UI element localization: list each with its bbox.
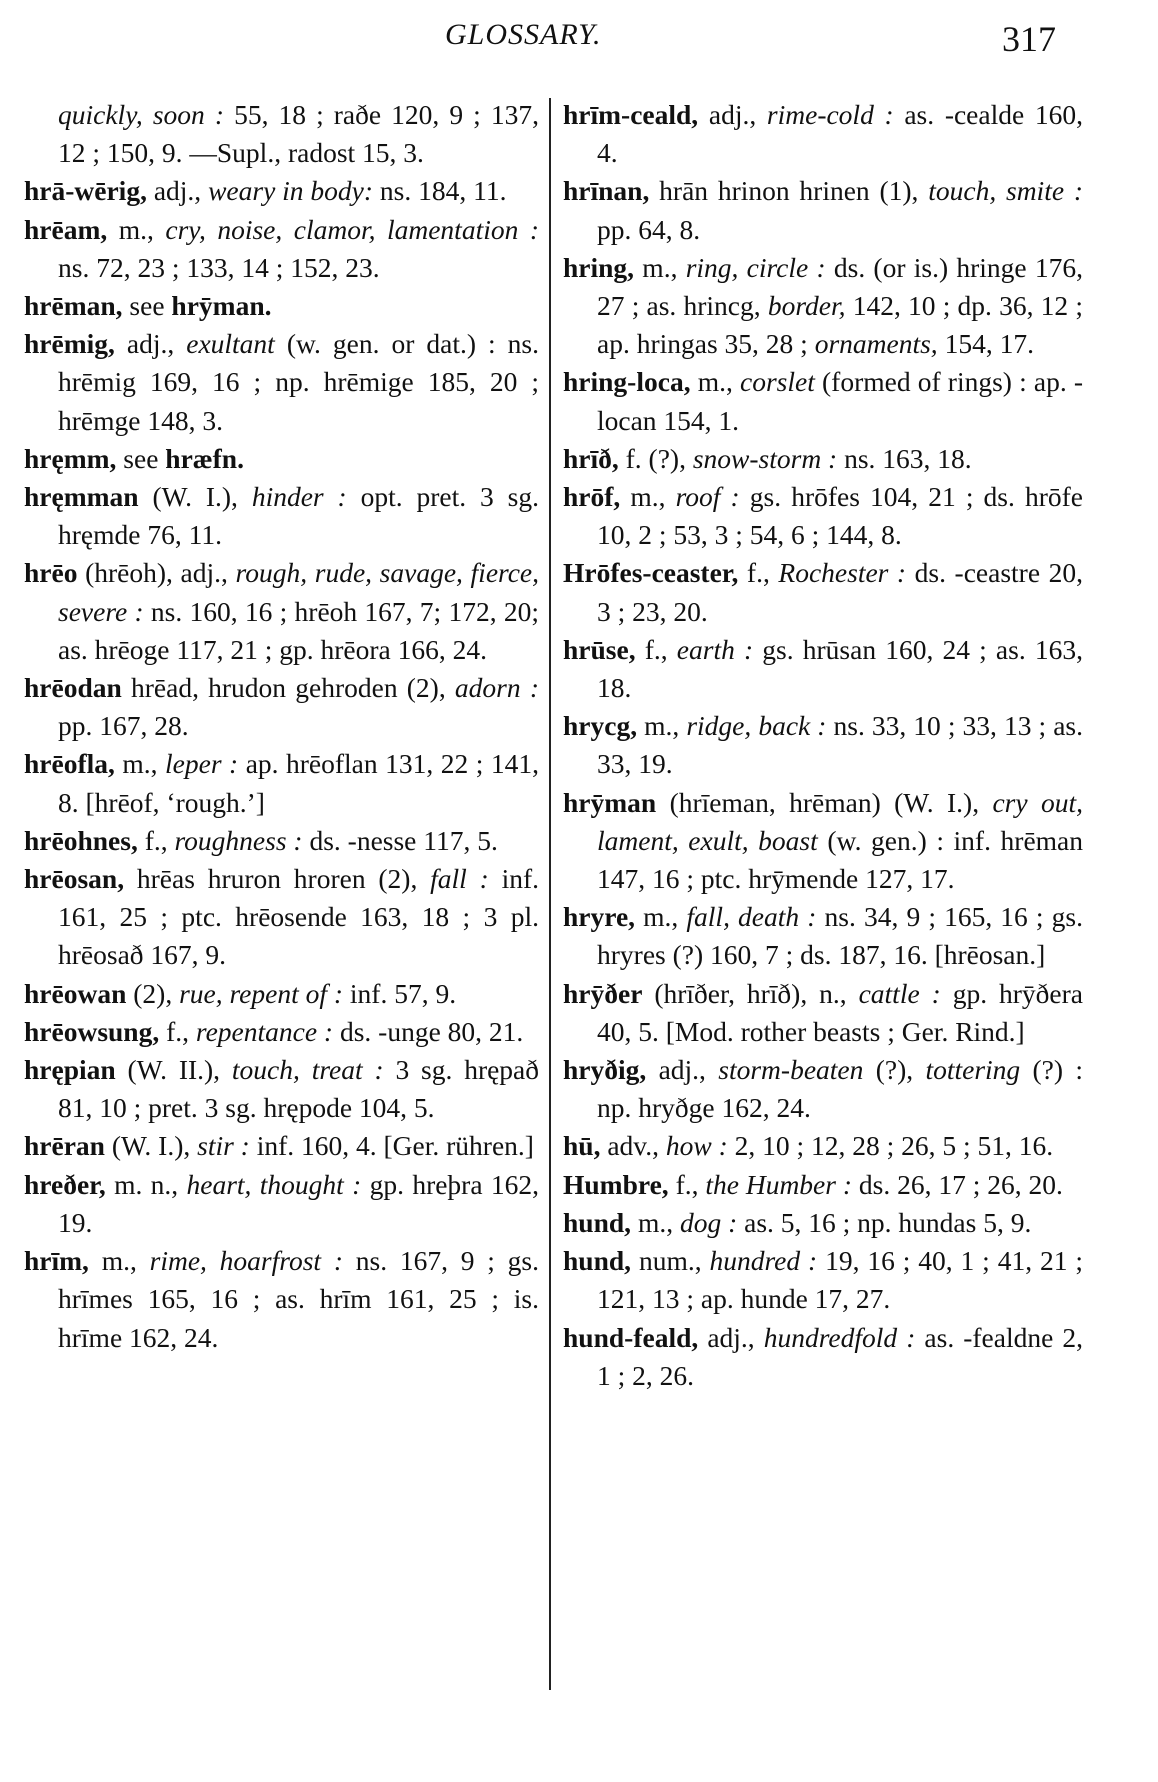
definition-text: hundredfold :	[763, 1321, 916, 1353]
headword: hrīm,	[24, 1245, 89, 1277]
glossary-entry	[563, 1127, 1083, 1165]
column-divider	[549, 98, 551, 1690]
entry-text: hrēas hruron hroren (2),	[124, 863, 431, 895]
glossary-entry	[563, 96, 1083, 172]
entry-text: as. 5, 16 ; np. hundas 5, 9.	[737, 1206, 1032, 1238]
headword: hrēosan,	[24, 863, 125, 895]
entry-text: ds. 26, 17 ; 26, 20.	[852, 1168, 1063, 1200]
entry-text: see	[122, 290, 172, 322]
headword: hrēohnes,	[24, 824, 138, 856]
definition-text: cattle :	[858, 977, 941, 1009]
glossary-entry	[563, 172, 1083, 248]
definition-text: stir :	[197, 1130, 250, 1162]
entry-text: f.,	[159, 1015, 196, 1047]
entry-text: m.,	[88, 1245, 150, 1277]
entry-text: inf. 160, 4. [Ger. rühren.]	[249, 1130, 534, 1162]
definition-text: weary in body:	[208, 175, 374, 207]
entry-text: hrēad, hrudon gehroden (2),	[121, 672, 455, 704]
entry-text: f. (?),	[618, 442, 693, 474]
entry-text: adj.,	[146, 175, 209, 207]
headword: hund,	[563, 1245, 632, 1277]
headword: hrēam,	[24, 213, 108, 245]
definition-text: tottering	[925, 1054, 1021, 1086]
headword: hrōf,	[563, 481, 621, 513]
entry-text: as. -fealdne 2, 1 ; 2, 26.	[597, 1321, 1083, 1391]
definition-text: repentance :	[195, 1015, 334, 1047]
definition-text: Rochester :	[778, 557, 907, 589]
glossary-entry	[24, 1051, 539, 1127]
entry-text: ns. 184, 11.	[373, 175, 507, 207]
glossary-column-right	[563, 96, 1083, 1395]
glossary-entry	[563, 363, 1083, 439]
definition-text: fall, death :	[686, 901, 817, 933]
definition-text: snow-storm :	[692, 442, 838, 474]
definition-text: fall :	[430, 863, 489, 895]
definition-text: ornaments,	[814, 328, 938, 360]
glossary-entry	[563, 249, 1083, 364]
running-title: GLOSSARY.	[445, 18, 602, 51]
glossary-entry	[563, 898, 1083, 974]
entry-text: (hrīeman, hrēman) (W. I.),	[656, 786, 993, 818]
entry-text: (?) : np. hryðge 162, 24.	[597, 1054, 1083, 1124]
headword: hreðer,	[24, 1168, 106, 1200]
entry-text: (W. I.),	[104, 1130, 198, 1162]
headword: hrępian	[24, 1054, 116, 1086]
definition-text: cry, noise, clamor, lamentation :	[165, 213, 539, 245]
headword: hrā-wērig,	[24, 175, 147, 207]
headword: hryre,	[563, 901, 636, 933]
entry-text: (2),	[126, 977, 180, 1009]
headword: hring-loca,	[563, 366, 691, 398]
entry-text: ds. -unge 80, 21.	[333, 1015, 524, 1047]
definition-text: ridge, back :	[686, 710, 827, 742]
entry-text: num.,	[631, 1245, 710, 1277]
headword: hrūse,	[563, 633, 636, 665]
entry-text: f.,	[738, 557, 779, 589]
entry-text: m. n.,	[105, 1168, 187, 1200]
entry-text: (hrēoh), adj.,	[77, 557, 236, 589]
entry-text: (?),	[863, 1054, 926, 1086]
definition-text: touch, treat :	[231, 1054, 384, 1086]
entry-text: m.,	[635, 901, 687, 933]
entry-text: ds. -ceastre 20, 3 ; 23, 20.	[597, 557, 1083, 627]
definition-text: hinder :	[251, 481, 347, 513]
definition-text: exultant	[186, 328, 275, 360]
entry-text: ap. hrēoflan 131, 22 ; 141, 8. [hrēof, ‘rough.’]	[58, 748, 540, 818]
glossary-entry	[563, 707, 1083, 783]
headword: Hrōfes-ceaster,	[563, 557, 739, 589]
entry-text: gp. hreþra 162, 19.	[58, 1168, 539, 1238]
entry-text: (hrīðer, hrīð), n.,	[642, 977, 859, 1009]
headword: hrīm-ceald,	[563, 99, 699, 130]
entry-text: as. -cealde 160, 4.	[597, 99, 1083, 169]
glossary-entry	[24, 96, 539, 172]
glossary-entry	[24, 669, 539, 745]
definition-text: dog :	[679, 1206, 738, 1238]
headword: hrēofla,	[24, 748, 115, 780]
entry-text: 3 sg. hrępað 81, 10 ; pret. 3 sg. hrępode 104, 5.	[58, 1054, 540, 1124]
entry-text: gs. hrūsan 160, 24 ; as. 163, 18.	[597, 633, 1083, 704]
headword: hrȳðer	[563, 977, 643, 1009]
entry-text: f.,	[137, 824, 175, 856]
definition-text: rue, repent of :	[179, 977, 344, 1009]
headword: hund,	[563, 1206, 632, 1238]
definition-text: roughness :	[174, 824, 303, 856]
headword: hrȳman	[563, 786, 657, 818]
definition-text: rough, rude, savage, fierce, severe :	[58, 557, 539, 627]
definition-text: corslet	[740, 366, 815, 398]
entry-text: 154, 17.	[937, 328, 1034, 360]
page-number: 317	[1002, 19, 1056, 59]
entry-text: adj.,	[698, 99, 767, 130]
glossary-entry	[563, 1166, 1083, 1204]
glossary-entry	[24, 1013, 539, 1051]
definition-text: cry out, lament, exult, boast	[597, 786, 1083, 856]
glossary-entry	[563, 478, 1083, 554]
entry-text: adj.,	[698, 1321, 764, 1353]
headword: hrēodan	[24, 672, 122, 704]
entry-text: gp. hrȳðera 40, 5. [Mod. rother beasts ; Ger. Rind.]	[597, 977, 1083, 1047]
page-header	[0, 6, 1158, 78]
entry-text: ns. 72, 23 ; 133, 14 ; 152, 23.	[58, 251, 380, 283]
entry-text: f.,	[635, 633, 677, 665]
glossary-entry	[24, 1242, 539, 1357]
glossary-entry	[563, 1319, 1083, 1395]
definition-text: touch, smite :	[928, 175, 1083, 207]
glossary-entry	[563, 1051, 1083, 1127]
entry-text: adj.,	[114, 328, 187, 360]
entry-text: 19, 16 ; 40, 1 ; 41, 21 ; 121, 13 ; ap. hunde 17, 27.	[597, 1245, 1084, 1315]
headword: hring,	[563, 251, 635, 283]
headword: hręmm,	[24, 442, 117, 474]
glossary-entry	[563, 1242, 1083, 1318]
entry-text: adv.,	[600, 1130, 666, 1162]
entry-text: opt. pret. 3 sg. hręmde 76, 11.	[58, 481, 539, 551]
headword: hrīnan,	[563, 175, 650, 207]
headword: Humbre,	[563, 1168, 669, 1200]
entry-text: (W. I.),	[138, 481, 252, 513]
entry-text: (w. gen.) : inf. hrēman 147, 16 ; ptc. hrȳmende 127, 17.	[597, 824, 1083, 895]
glossary-entry	[24, 478, 539, 554]
glossary-entry	[24, 172, 539, 210]
definition-text: how :	[665, 1130, 728, 1162]
headword: hryðig,	[563, 1054, 647, 1086]
entry-text: (formed of rings) : ap. -locan 154, 1.	[597, 366, 1084, 436]
definition-text: hundred :	[709, 1245, 818, 1277]
definition-text: earth :	[676, 633, 754, 665]
entry-text: adj.,	[646, 1054, 719, 1086]
definition-text: border,	[767, 290, 846, 322]
entry-text: pp. 64, 8.	[597, 213, 701, 245]
glossary-entry	[563, 1204, 1083, 1242]
headword: hræfn.	[165, 442, 244, 474]
entry-text: ns. 34, 9 ; 165, 16 ; gs. hryres (?) 160, 7 ; ds. 187, 16. [hrēosan.]	[597, 901, 1083, 971]
entry-text: m.,	[690, 366, 741, 398]
headword: hrēran	[24, 1130, 105, 1162]
glossary-entry	[24, 554, 539, 669]
glossary-entry	[24, 860, 539, 975]
glossary-entry	[24, 975, 539, 1013]
glossary-column-left	[24, 96, 539, 1357]
entry-text: hrān hrinon hrinen (1),	[649, 175, 929, 207]
definition-text: the Humber :	[705, 1168, 852, 1200]
definition-text: rime-cold :	[766, 99, 894, 130]
entry-text: ns. 167, 9 ; gs. hrīmes 165, 16 ; as. hrīm 161, 25 ; is. hrīme 162, 24.	[58, 1245, 540, 1353]
headword: hrycg,	[563, 710, 638, 742]
entry-text: ds. -nesse 117, 5.	[302, 824, 498, 856]
headword: hręmman	[24, 481, 139, 513]
entry-text: 142, 10 ; dp. 36, 12 ; ap. hringas 35, 28 ;	[597, 290, 1083, 360]
entry-text: see	[116, 442, 166, 474]
definition-text: adorn :	[454, 672, 539, 704]
definition-text: ring, circle :	[685, 251, 826, 283]
entry-text: (W. II.),	[115, 1054, 232, 1086]
glossary-entry	[24, 745, 539, 821]
entry-text: m.,	[620, 481, 676, 513]
entry-text: ns. 163, 18.	[837, 442, 972, 474]
entry-text: m.,	[631, 1206, 680, 1238]
entry-text: inf. 57, 9.	[343, 977, 457, 1009]
entry-text: f.,	[668, 1168, 706, 1200]
headword: hū,	[563, 1130, 601, 1162]
headword: hrēman,	[24, 290, 123, 322]
glossary-entry	[563, 784, 1083, 899]
entry-text: m.,	[107, 213, 166, 245]
entry-text: pp. 167, 28.	[58, 710, 189, 742]
glossary-entry	[563, 554, 1083, 630]
entry-text: gs. hrōfes 104, 21 ; ds. hrōfe 10, 2 ; 53, 3 ; 54, 6 ; 144, 8.	[597, 481, 1084, 551]
entry-text: ns. 160, 16 ; hrēoh 167, 7; 172, 20; as. hrēoge 117, 21 ; gp. hrēora 166, 24.	[58, 595, 539, 665]
definition-text: rime, hoarfrost :	[149, 1245, 343, 1277]
headword: hund-feald,	[563, 1321, 699, 1353]
entry-text: ds. (or is.) hringe 176, 27 ; as. hrinсg,	[597, 251, 1083, 322]
entry-text: m.,	[114, 748, 166, 780]
headword: hrēmig,	[24, 328, 115, 360]
glossary-entry	[563, 975, 1083, 1051]
entry-text: m.,	[637, 710, 687, 742]
glossary-entry	[563, 440, 1083, 478]
glossary-entry	[24, 1166, 539, 1242]
entry-text: m.,	[634, 251, 686, 283]
headword: hrīð,	[563, 442, 619, 474]
entry-text: ns. 33, 10 ; 33, 13 ; as. 33, 19.	[597, 710, 1084, 780]
headword: hrȳman.	[171, 290, 272, 322]
definition-text: roof :	[675, 481, 740, 513]
definition-text: heart, thought :	[186, 1168, 362, 1200]
entry-text: 55, 18 ; raðe 120, 9 ; 137, 12 ; 150, 9. —Supl., radost 15, 3.	[58, 99, 539, 169]
entry-text: (w. gen. or dat.) : ns. hrēmig 169, 16 ; np. hrēmige 185, 20 ; hrēmge 148, 3.	[58, 328, 539, 436]
entry-text: 2, 10 ; 12, 28 ; 26, 5 ; 51, 16.	[727, 1130, 1054, 1162]
entry-text: inf. 161, 25 ; ptc. hrēosende 163, 18 ; 3 pl. hrēosað 167, 9.	[58, 863, 539, 971]
glossary-entry	[563, 631, 1083, 707]
definition-text: leper :	[165, 748, 239, 780]
glossary-entry	[24, 287, 539, 325]
glossary-entry	[24, 211, 539, 287]
glossary-entry	[24, 325, 539, 440]
glossary-entry	[24, 1127, 539, 1165]
definition-text: quickly, soon :	[58, 99, 224, 130]
headword: hrēowsung,	[24, 1015, 160, 1047]
glossary-entry	[24, 440, 539, 478]
definition-text: storm-beaten	[718, 1054, 864, 1086]
headword: hrēo	[24, 557, 78, 589]
headword: hrēowan	[24, 977, 127, 1009]
glossary-entry	[24, 822, 539, 860]
